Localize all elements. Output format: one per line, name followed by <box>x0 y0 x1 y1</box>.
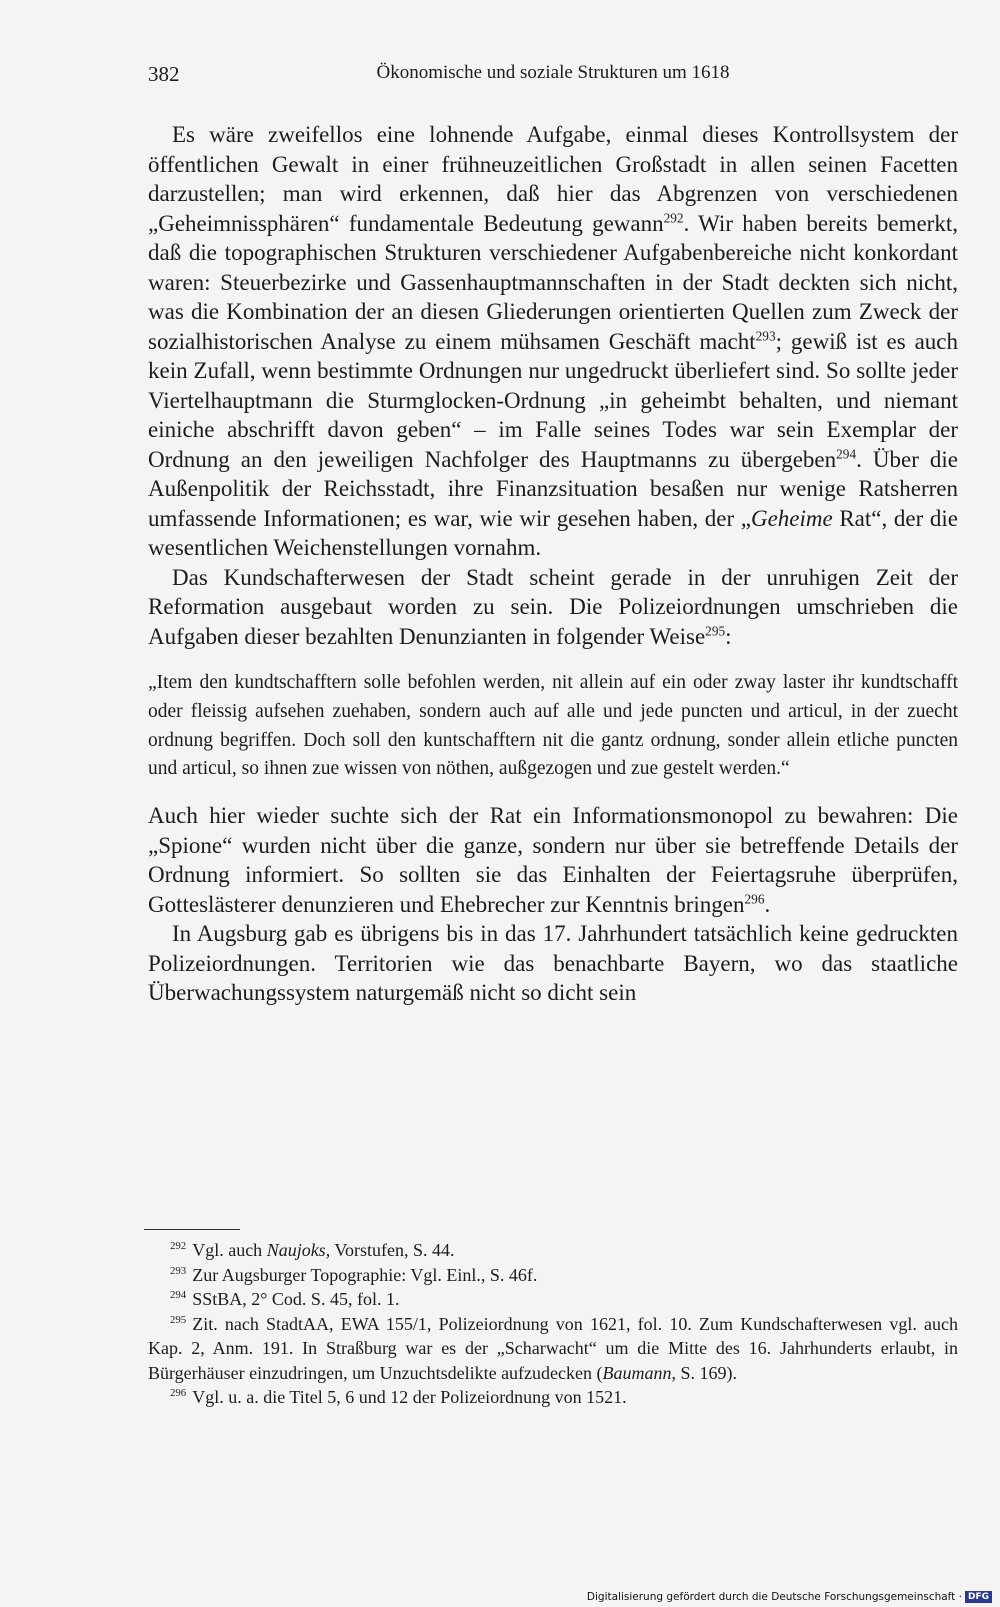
emphasis: Geheime <box>750 505 833 531</box>
text-run: . Wir haben bereits bemerkt, daß die topographischen Strukturen verschiedener Aufgabenbereiche nicht konkordant waren: Steuerbezirke und Gassenhauptmannschaften in der Stadt deckten sich nicht, was die Kombination der an diesen Gliederungen orientierten Quellen zum Zweck der sozialhistorischen Analyse zu einem mühsamen Geschäft macht <box>148 210 958 354</box>
footnote-ref: 296 <box>744 891 765 907</box>
footnote-text: SStBA, 2° Cod. S. 45, fol. 1. <box>192 1289 400 1309</box>
text-run: Auch hier wieder suchte sich der Rat ein Informationsmonopol zu bewahren: Die „Spione“ wurden nicht über die ganze, sondern nur über sie betreffende Details der Ordnung informiert. So sollten sie das Einhalten der Feiertagsruhe überprüfen, Gotteslästerer denunzieren und Ehebrecher zur Kenntnis bringen <box>148 803 958 917</box>
text-run: . Über die Außenpolitik der Reichsstadt, ihre Finanzsituation besaßen nur wenige Ratsherren umfassende Informationen; es war, wie wir gesehen haben, der „ <box>148 446 959 531</box>
footnote-number: 296 <box>170 1387 187 1399</box>
footnote-293 <box>148 1263 958 1288</box>
footnote-295 <box>148 1312 958 1386</box>
emphasis: Baumann, <box>602 1362 676 1383</box>
digitization-credit <box>587 1591 992 1603</box>
footnote-text: Zit. nach StadtAA, EWA 155/1, Polizeiordnung von 1621, fol. 10. Zum Kundschafterwesen vgl. auch Kap. 2, Anm. 191. In Straßburg war es der „Scharwacht“ um die Mitte des 16. Jahrhunderts erlaubt, in Bürgerhäuser einzudringen, um Unzuchtsdelikte aufzudecken ( <box>148 1313 958 1383</box>
text-run: ; gewiß ist es auch kein Zufall, wenn bestimmte Ordnungen nur ungedruckt überliefert sind. So sollte jeder Viertelhauptmann die Sturmglocken-Ordnung „in geheimbt behalten, und niemant einiche abschrifft davon geben“ – im Falle seines Todes war sein Exemplar der Ordnung an den jeweiligen Nachfolger des Hauptmanns zu übergeben <box>148 328 958 472</box>
footnote-text: Vorstufen, S. 44. <box>330 1240 455 1260</box>
dfg-logo: DFG <box>965 1591 992 1603</box>
footnote-292 <box>148 1238 958 1263</box>
footnote-number: 295 <box>170 1313 187 1326</box>
text-run: Das Kundschafterwesen der Stadt scheint gerade in der unruhigen Zeit der Reformation ausgebaut worden zu sein. Die Polizeiordnungen umschrieben die Aufgaben dieser bezahlten Denunzianten in folgender Weise <box>148 564 958 649</box>
block-quote: „Item den kundtschafftern solle befohlen werden, nit allein auf ein oder zway laster ihr kundtschafft oder fleissig aufsehen zuehaben, sondern auch auf alle und jede puncten und articul, in der zuecht ordnung begriffen. Doch soll den kuntschafftern nit die gantz ordnung, sonder allein etliche puncten und articul, so ihnen zue wissen von nöthen, außgezogen und zue gestelt werden.“ <box>148 672 958 780</box>
text-run: . <box>764 891 771 917</box>
text-run: Es wäre zweifellos eine lohnende Aufgabe, einmal dieses Kontrollsystem der öffentlichen Gewalt in einer frühneuzeitlichen Großstadt in allen seinen Facetten darzustellen; man wird erkennen, daß hier das Abgrenzen von verschiedenen „Geheimnissphären“ fundamentale Bedeutung gewann <box>148 122 958 236</box>
credit-text: Digitalisierung gefördert durch die Deutsche Forschungsgemeinschaft · <box>586 1591 962 1603</box>
footnote-text: Vgl. auch <box>192 1240 267 1260</box>
footnote-number: 292 <box>170 1240 187 1252</box>
page-number: 382 <box>148 62 180 86</box>
paragraph-1 <box>148 120 958 563</box>
emphasis: Naujoks, <box>266 1240 331 1260</box>
paragraph-2 <box>148 563 958 652</box>
text-run: Rat“, der die wesentlichen Weichenstellungen vornahm. <box>148 505 958 560</box>
footnote-number: 293 <box>170 1264 187 1277</box>
footnote-ref: 292 <box>663 209 684 225</box>
footnote-296 <box>148 1385 958 1410</box>
footnote-294 <box>148 1287 958 1312</box>
paragraph-3 <box>148 801 958 919</box>
footnote-text: Zur Augsburger Topographie: Vgl. Einl., S. 46f. <box>192 1264 538 1285</box>
footnote-text: S. 169). <box>676 1362 738 1383</box>
footnote-ref: 293 <box>755 327 776 343</box>
footnote-ref: 294 <box>836 445 857 461</box>
page-header <box>148 62 958 94</box>
footnote-text: Vgl. u. a. die Titel 5, 6 und 12 der Polizeiordnung von 1521. <box>192 1387 627 1407</box>
paragraph-4: In Augsburg gab es übrigens bis in das 17. Jahrhundert tatsächlich keine gedruckten Polizeiordnungen. Territorien wie das benachbarte Bayern, wo das staatliche Überwachungssystem naturgemäß nicht so dicht sein <box>148 921 958 1006</box>
running-title: Ökonomische und soziale Strukturen um 1618 <box>376 62 730 83</box>
footnotes <box>148 1238 958 1410</box>
main-text <box>148 120 958 1008</box>
footnote-rule <box>144 1229 240 1230</box>
footnote-ref: 295 <box>705 622 726 638</box>
text-run: : <box>725 623 732 649</box>
footnote-number: 294 <box>170 1289 187 1301</box>
